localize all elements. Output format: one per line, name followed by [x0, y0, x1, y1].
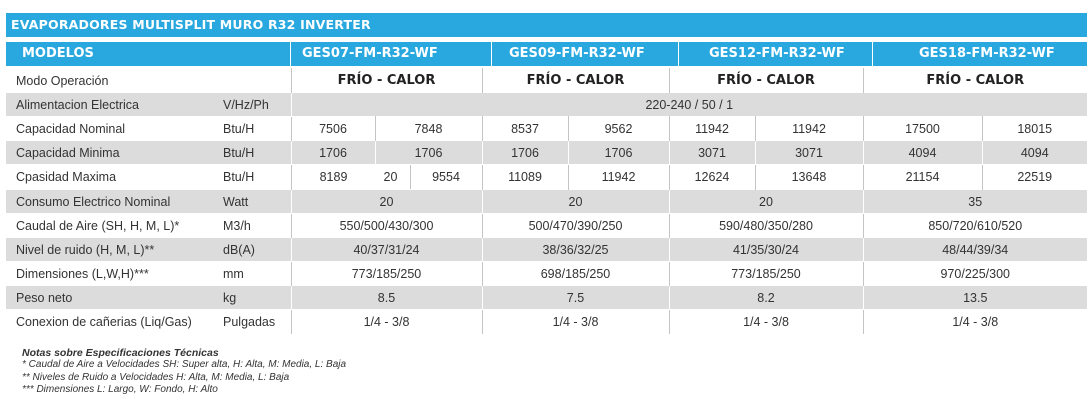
value-cell: 11942 [568, 165, 669, 190]
value-cell: 18015 [982, 117, 1087, 141]
value-cell: 1/4 - 3/8 [863, 310, 1087, 334]
row-unit: mm [219, 262, 291, 286]
value-cell: 1706 [482, 141, 568, 165]
value-cell: 4094 [982, 141, 1087, 165]
row-unit: dB(A) [219, 238, 291, 262]
value-cell: 698/185/250 [482, 262, 669, 286]
row-label: Nivel de ruido (H, M, L)** [6, 238, 219, 262]
value-cell: 1/4 - 3/8 [669, 310, 863, 334]
power-supply-cell: 220-240 / 50 / 1 [291, 93, 1087, 117]
row-label: Peso neto [6, 286, 219, 310]
table-row [6, 165, 1087, 190]
value-cell: 1/4 - 3/8 [482, 310, 669, 334]
table-row [6, 310, 1087, 334]
value-cell: 773/185/250 [669, 262, 863, 286]
value-cell: 7.5 [482, 286, 669, 310]
value-cell: 20 [669, 190, 863, 214]
value-cell: 970/225/300 [863, 262, 1087, 286]
table-row [6, 214, 1087, 238]
operation-mode-cell: FRÍO - CALOR [291, 69, 482, 93]
operation-mode-cell: FRÍO - CALOR [863, 69, 1087, 93]
table-title: EVAPORADORES MULTISPLIT MURO R32 INVERTER [6, 13, 1087, 37]
row-label: Capacidad Nominal [6, 117, 219, 141]
row-unit [219, 69, 291, 93]
note-line: *** Dimensiones L: Largo, W: Fondo, H: Alto [22, 383, 218, 395]
value-cell: 3071 [669, 141, 755, 165]
value-cell: 8.2 [669, 286, 863, 310]
row-unit: Btu/H [219, 117, 291, 141]
value-cell: 8.5 [291, 286, 482, 310]
table-row [6, 262, 1087, 286]
row-label: Consumo Electrico Nominal [6, 190, 219, 214]
value-cell: 35 [863, 190, 1087, 214]
row-label: Capacidad Minima [6, 141, 219, 165]
value-cell: 21154 [863, 165, 982, 190]
value-cell: 13.5 [863, 286, 1087, 310]
row-unit: Pulgadas [219, 310, 291, 334]
value-cell: 48/44/39/34 [863, 238, 1087, 262]
technical-notes [22, 347, 346, 396]
table-row [6, 190, 1087, 214]
row-label: Cpasidad Maxima [6, 165, 219, 190]
value-cell: 1/4 - 3/8 [291, 310, 482, 334]
header-divider [290, 42, 291, 66]
operation-mode-cell: FRÍO - CALOR [669, 69, 863, 93]
spec-table [6, 68, 1087, 334]
table-row [6, 286, 1087, 310]
row-unit: Btu/H [219, 165, 291, 190]
row-unit: M3/h [219, 214, 291, 238]
model-name-4: GES18-FM-R32-WF [919, 46, 1055, 61]
value-cell: 11942 [669, 117, 755, 141]
header-divider [872, 42, 873, 66]
row-label: Caudal de Aire (SH, H, M, L)* [6, 214, 219, 238]
value-cell: 41/35/30/24 [669, 238, 863, 262]
value-cell: 9562 [568, 117, 669, 141]
value-cell: 4094 [863, 141, 982, 165]
row-label: Conexion de cañerias (Liq/Gas) [6, 310, 219, 334]
value-cell: 13648 [755, 165, 863, 190]
value-cell: 12624 [669, 165, 755, 190]
value-cell: 11089 [482, 165, 568, 190]
table-row [6, 238, 1087, 262]
notes-title: Notas sobre Especificaciones Técnicas [22, 347, 219, 359]
model-name-2: GES09-FM-R32-WF [509, 46, 645, 61]
value-cell: 38/36/32/25 [482, 238, 669, 262]
value-cell: 40/37/31/24 [291, 238, 482, 262]
value-cell: 20 [383, 170, 398, 184]
value-cell: 1706 [291, 141, 375, 165]
operation-mode-cell: FRÍO - CALOR [482, 69, 669, 93]
table-row [6, 141, 1087, 165]
note-line: * Caudal de Aire a Velocidades SH: Super alta, H: Alta, M: Media, L: Baja [22, 359, 347, 371]
header-divider [491, 42, 492, 66]
models-header-row [6, 42, 1087, 66]
table-row [6, 93, 1087, 117]
value-cell: 8189 [319, 170, 348, 184]
row-unit: kg [219, 286, 291, 310]
header-divider [678, 42, 679, 66]
value-cell: 9554 [410, 165, 482, 189]
models-header-label: MODELOS [22, 46, 94, 61]
value-cell: 1706 [568, 141, 669, 165]
row-label: Modo Operación [6, 69, 219, 93]
value-cell: 7848 [375, 117, 482, 141]
value-cell: 22519 [982, 165, 1087, 190]
value-cell [291, 165, 482, 190]
value-cell: 11942 [755, 117, 863, 141]
row-label: Dimensiones (L,W,H)*** [6, 262, 219, 286]
value-cell: 7506 [291, 117, 375, 141]
row-unit: V/Hz/Ph [219, 93, 291, 117]
row-unit: Watt [219, 190, 291, 214]
value-cell: 1706 [375, 141, 482, 165]
table-row [6, 69, 1087, 93]
model-name-1: GES07-FM-R32-WF [302, 46, 438, 61]
value-cell: 500/470/390/250 [482, 214, 669, 238]
row-unit: Btu/H [219, 141, 291, 165]
row-label: Alimentacion Electrica [6, 93, 219, 117]
value-cell: 17500 [863, 117, 982, 141]
table-row [6, 117, 1087, 141]
note-line: ** Niveles de Ruido a Velocidades H: Alta, M: Media, L: Baja [22, 371, 290, 383]
value-cell: 850/720/610/520 [863, 214, 1087, 238]
value-cell: 590/480/350/280 [669, 214, 863, 238]
value-cell: 3071 [755, 141, 863, 165]
value-cell: 20 [291, 190, 482, 214]
value-cell: 8537 [482, 117, 568, 141]
value-cell: 773/185/250 [291, 262, 482, 286]
value-cell: 550/500/430/300 [291, 214, 482, 238]
value-cell: 20 [482, 190, 669, 214]
model-name-3: GES12-FM-R32-WF [709, 46, 845, 61]
